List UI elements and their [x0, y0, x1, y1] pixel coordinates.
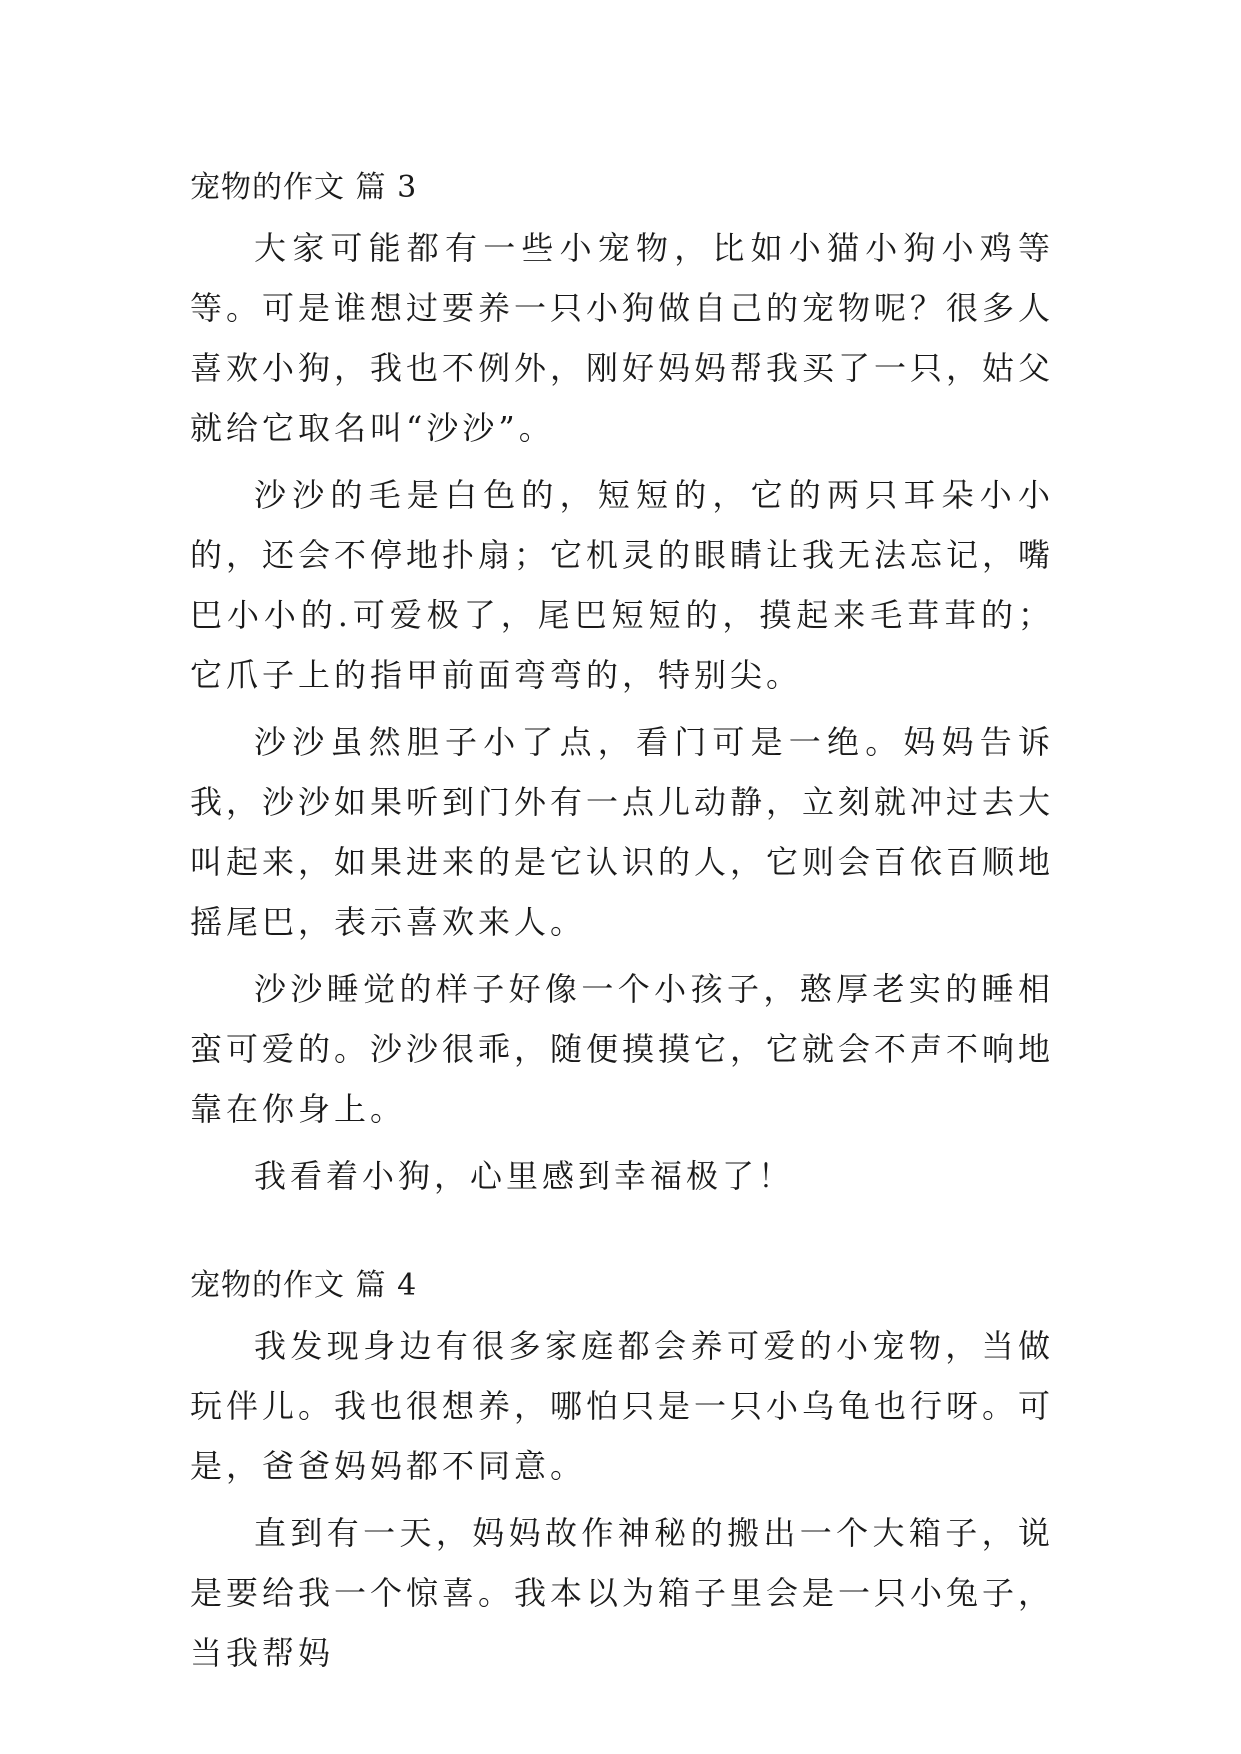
section-heading: 宠物的作文 篇 3 — [190, 170, 418, 205]
essay-section-4 — [190, 1256, 1054, 1683]
section-heading: 宠物的作文 篇 4 — [190, 1268, 418, 1303]
essay-section-3 — [190, 158, 1054, 1206]
paragraph: 我发现身边有很多家庭都会养可爱的小宠物，当做玩伴儿。我也很想养，哪怕只是一只小乌龟也行呀。可是，爸爸妈妈都不同意。 — [190, 1327, 1055, 1485]
paragraph: 大家可能都有一些小宠物，比如小猫小狗小鸡等等。可是谁想过要养一只小狗做自己的宠物呢？很多人喜欢小狗，我也不例外，刚好妈妈帮我买了一只，姑父就给它取名叫“沙沙”。 — [190, 229, 1055, 447]
paragraph: 沙沙的毛是白色的，短短的，它的两只耳朵小小的，还会不停地扑扇；它机灵的眼睛让我无法忘记，嘴巴小小的.可爱极了，尾巴短短的，摸起来毛茸茸的；它爪子上的指甲前面弯弯的，特别尖。 — [190, 476, 1055, 694]
document-body — [190, 158, 1054, 1690]
paragraph: 直到有一天，妈妈故作神秘的搬出一个大箱子，说是要给我一个惊喜。我本以为箱子里会是一只小兔子，当我帮妈 — [190, 1514, 1055, 1672]
paragraph: 沙沙虽然胆子小了点，看门可是一绝。妈妈告诉我，沙沙如果听到门外有一点儿动静，立刻就冲过去大叫起来，如果进来的是它认识的人，它则会百依百顺地摇尾巴，表示喜欢来人。 — [190, 723, 1055, 941]
paragraph: 我看着小狗，心里感到幸福极了！ — [254, 1157, 795, 1195]
paragraph: 沙沙睡觉的样子好像一个小孩子，憨厚老实的睡相蛮可爱的。沙沙很乖，随便摸摸它，它就会不声不响地靠在你身上。 — [190, 970, 1055, 1128]
